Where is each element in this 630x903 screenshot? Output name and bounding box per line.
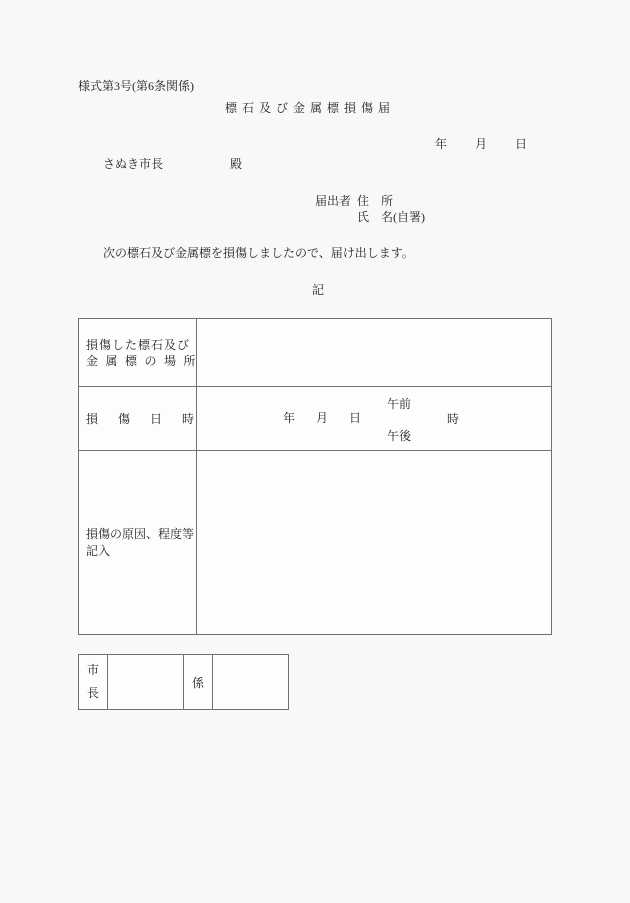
clerk-label-cell [184, 655, 213, 709]
cause-label-cell [79, 451, 197, 634]
document-title: 標石及び金属標損傷届 [225, 101, 396, 115]
location-value-cell [197, 319, 551, 386]
datetime-value-cell [197, 387, 551, 450]
datetime-am: 午前 [387, 397, 412, 411]
reporter-address-label: 住 所 [357, 194, 394, 208]
mayor-stamp-cell [108, 655, 184, 709]
datetime-pm: 午後 [387, 429, 412, 443]
location-label-cell [79, 319, 204, 386]
location-label-line1: 損傷した標石及び [86, 337, 191, 352]
note-heading: 記 [312, 283, 325, 297]
damage-report-table [78, 318, 552, 635]
table-row-location [79, 319, 551, 386]
statement-text: 次の標石及び金属標を損傷しましたので、届け出します。 [103, 246, 414, 260]
mayor-label-cell [79, 655, 108, 709]
datetime-hour: 時 [447, 412, 460, 426]
datetime-label: 損傷日時 [86, 411, 215, 426]
clerk-label: 係 [191, 675, 204, 690]
cause-value-cell [197, 451, 551, 634]
cause-label-line1: 損傷の原因、程度等 [86, 526, 195, 541]
table-row-cause [79, 450, 551, 634]
reporter-name-label: 氏 名(自署) [357, 210, 425, 224]
reporter-label: 届出者 [315, 194, 352, 208]
header-date-line: 年月日 [435, 137, 556, 151]
datetime-ymd: 年月日 [283, 411, 383, 425]
mayor-label-top: 市 [86, 663, 99, 677]
approval-stamp-table [78, 654, 289, 710]
cause-label-line2: 記入 [86, 543, 111, 558]
mayor-label-bottom: 長 [86, 686, 99, 700]
datetime-label-cell [79, 387, 215, 450]
addressee: さぬき市長 [103, 157, 164, 171]
location-label-line2: 金属標の場所 [86, 353, 204, 368]
clerk-stamp-cell [213, 655, 288, 709]
table-row-datetime [79, 386, 551, 450]
addressee-honorific: 殿 [230, 157, 243, 171]
form-number: 様式第3号(第6条関係) [78, 79, 194, 93]
